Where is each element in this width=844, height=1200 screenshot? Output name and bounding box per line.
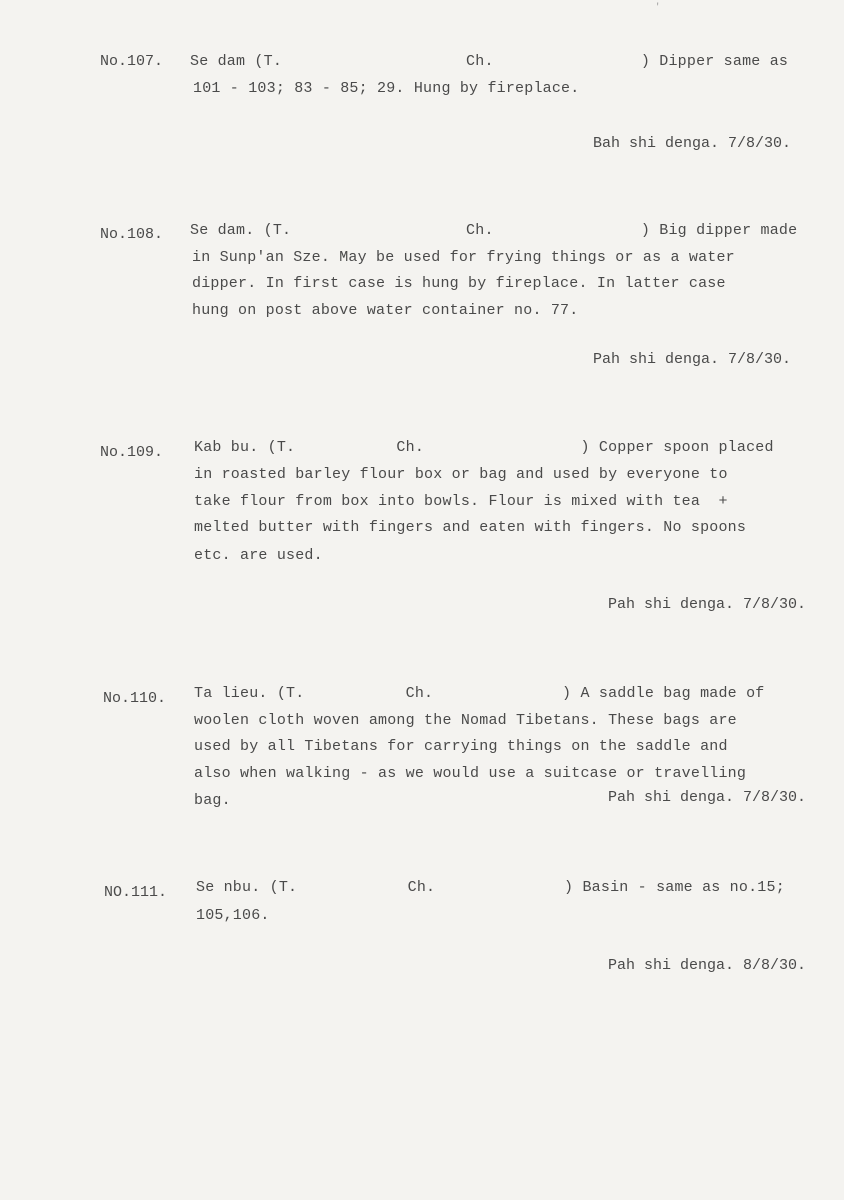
paper-mark: ': [655, 2, 661, 12]
entry-line: in Sunp'an Sze. May be used for frying things or as a water: [192, 249, 735, 266]
entry-signature: Pah shi denga. 8/8/30.: [608, 957, 807, 974]
entry-line: melted butter with fingers and eaten with fingers. No spoons: [194, 519, 747, 536]
entry-line: 105,106.: [196, 907, 270, 924]
entry-line: hung on post above water container no. 77.: [192, 302, 579, 319]
entry-number: NO.111.: [104, 884, 168, 901]
entry-number: No.108.: [100, 226, 164, 243]
entry-line: woolen cloth woven among the Nomad Tibetans. These bags are: [194, 712, 737, 729]
entry-signature: Pah shi denga. 7/8/30.: [608, 596, 807, 613]
entry-line: Se nbu. (T. Ch. ) Basin - same as no.15;: [196, 879, 785, 896]
entry-line: also when walking - as we would use a suitcase or travelling: [194, 765, 747, 782]
entry-line: Kab bu. (T. Ch. ) Copper spoon placed: [194, 439, 774, 456]
entry-line: etc. are used.: [194, 547, 323, 564]
entry-number: No.110.: [103, 690, 167, 707]
entry-signature: Pah shi denga. 7/8/30.: [608, 789, 807, 806]
entry-line: dipper. In first case is hung by fireplace. In latter case: [192, 275, 726, 292]
entry-line: used by all Tibetans for carrying things on the saddle and: [194, 738, 728, 755]
entry-line: Se dam (T. Ch. ) Dipper same as: [190, 53, 789, 70]
entry-line: bag.: [194, 792, 231, 809]
entry-line: take flour from box into bowls. Flour is mixed with tea +: [194, 493, 728, 510]
entry-line: Se dam. (T. Ch. ) Big dipper made: [190, 222, 798, 239]
entry-signature: Bah shi denga. 7/8/30.: [593, 135, 792, 152]
entry-line: 101 - 103; 83 - 85; 29. Hung by fireplace.: [193, 80, 580, 97]
entry-signature: Pah shi denga. 7/8/30.: [593, 351, 792, 368]
entry-line: in roasted barley flour box or bag and used by everyone to: [194, 466, 728, 483]
entry-number: No.107.: [100, 53, 164, 70]
entry-number: No.109.: [100, 444, 164, 461]
entry-line: Ta lieu. (T. Ch. ) A saddle bag made of: [194, 685, 765, 702]
